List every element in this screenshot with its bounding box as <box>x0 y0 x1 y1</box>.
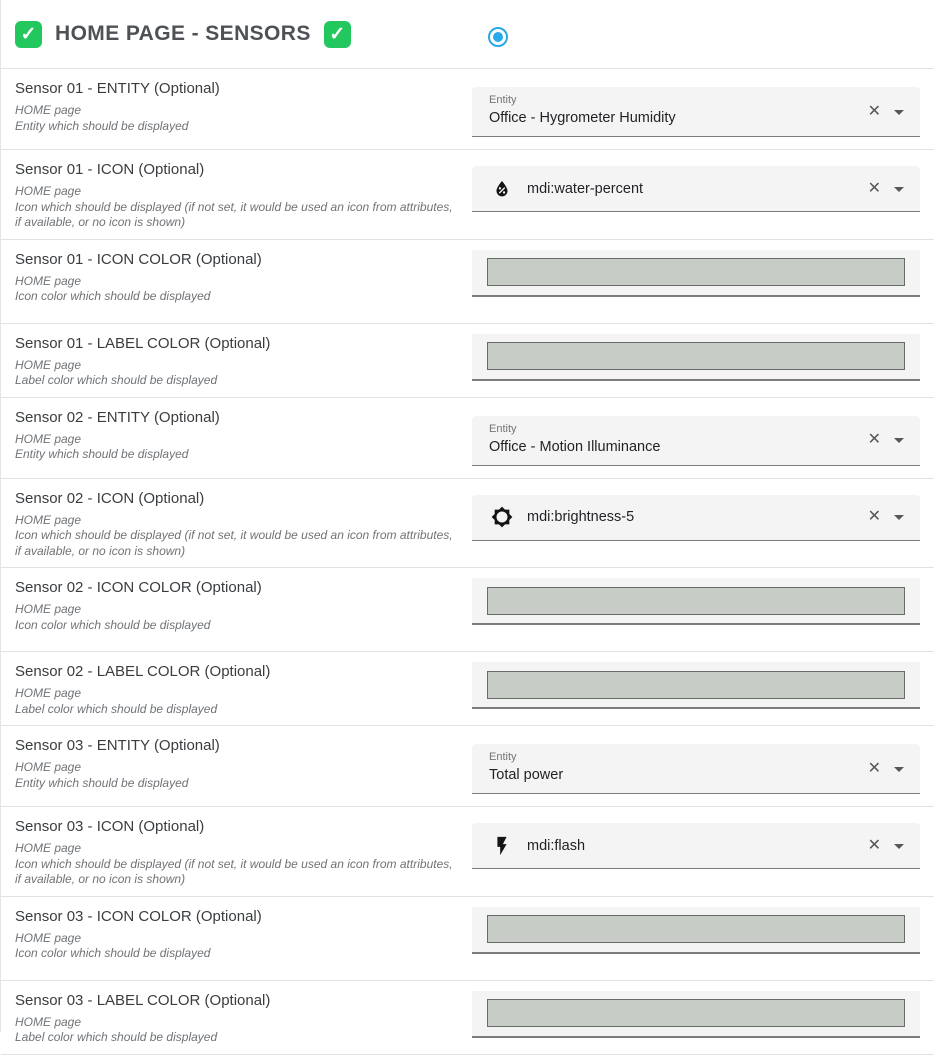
settings-row-sensor02-entity <box>1 398 934 479</box>
row-field <box>472 479 934 568</box>
row-page-label: HOME page <box>15 431 82 446</box>
color-field <box>472 250 920 297</box>
clear-icon[interactable]: ✕ <box>867 102 881 120</box>
chevron-down-icon[interactable] <box>894 187 904 192</box>
row-text <box>1 240 472 323</box>
field-value: Office - Hygrometer Humidity <box>489 110 676 126</box>
row-description: Label color which should be displayed <box>15 373 218 387</box>
page-title: HOME PAGE - SENSORS <box>55 22 311 45</box>
chevron-down-icon[interactable] <box>894 438 904 443</box>
row-title: Sensor 01 - ICON COLOR (Optional) <box>15 250 262 268</box>
row-page-label: HOME page <box>15 184 82 198</box>
entity-select[interactable] <box>472 744 920 794</box>
check-icon: ✓ <box>15 21 42 48</box>
row-page-label: HOME page <box>15 602 82 616</box>
row-page-label: HOME page <box>15 103 82 117</box>
row-title: Sensor 01 - ICON (Optional) <box>15 161 205 178</box>
field-value: Total power <box>489 767 564 783</box>
row-title: Sensor 01 - ENTITY (Optional) <box>15 80 220 97</box>
row-field <box>472 568 934 651</box>
row-text <box>1 652 472 725</box>
row-description: Label color which should be displayed <box>15 701 218 716</box>
settings-row-sensor03-icon-color <box>1 897 934 981</box>
color-swatch-input[interactable] <box>487 258 905 286</box>
row-text <box>1 807 472 896</box>
entity-select[interactable] <box>472 416 920 466</box>
section-header <box>1 0 934 69</box>
color-swatch-input[interactable] <box>487 915 905 943</box>
row-field <box>472 398 934 478</box>
row-description: Icon which should be displayed (if not set, it would be used an icon from attributes, if available, or no icon is shown) <box>15 528 453 558</box>
color-swatch-input[interactable] <box>487 671 905 699</box>
row-field <box>472 150 934 239</box>
settings-row-sensor03-entity <box>1 726 934 807</box>
brightness-5-icon <box>491 506 513 528</box>
check-icon: ✓ <box>324 21 351 48</box>
row-field <box>472 652 934 725</box>
row-text <box>1 981 472 1054</box>
row-text <box>1 726 472 806</box>
color-field <box>472 907 920 954</box>
row-text <box>1 324 472 397</box>
chevron-down-icon[interactable] <box>894 767 904 772</box>
settings-row-sensor02-label-color <box>1 652 934 726</box>
field-value: mdi:brightness-5 <box>527 509 635 525</box>
row-description: Icon color which should be displayed <box>15 617 211 632</box>
row-text <box>1 568 472 651</box>
color-swatch-input[interactable] <box>487 342 905 370</box>
color-swatch-input[interactable] <box>487 587 905 615</box>
radio-dot <box>493 32 503 42</box>
settings-row-sensor03-icon <box>1 807 934 897</box>
icon-select[interactable] <box>472 166 920 212</box>
row-page-label: HOME page <box>15 841 82 855</box>
row-description: Icon color which should be displayed <box>15 289 211 303</box>
field-value: Office - Motion Illuminance <box>489 438 661 455</box>
row-field <box>472 240 934 323</box>
field-label: Entity <box>489 422 517 435</box>
row-page-label: HOME page <box>15 760 82 774</box>
entity-select[interactable] <box>472 87 920 137</box>
row-text <box>1 479 472 568</box>
clear-icon[interactable]: ✕ <box>867 836 881 854</box>
color-field <box>472 334 920 381</box>
settings-row-sensor02-icon-color <box>1 568 934 652</box>
row-title: Sensor 03 - ENTITY (Optional) <box>15 737 220 754</box>
color-swatch-input[interactable] <box>487 999 905 1027</box>
color-field <box>472 662 920 709</box>
chevron-down-icon[interactable] <box>894 844 904 849</box>
clear-icon[interactable]: ✕ <box>867 759 881 777</box>
clear-icon[interactable]: ✕ <box>867 508 881 525</box>
settings-row-sensor01-label-color <box>1 324 934 398</box>
row-description: Icon which should be displayed (if not set, it would be used an icon from attributes, if available, or no icon is shown) <box>15 199 453 229</box>
row-description: Icon which should be displayed (if not set, it would be used an icon from attributes, if available, or no icon is shown) <box>15 856 453 886</box>
row-field <box>472 324 934 397</box>
row-description: Entity which should be displayed <box>15 447 189 461</box>
row-title: Sensor 02 - ENTITY (Optional) <box>15 408 220 426</box>
row-title: Sensor 03 - ICON (Optional) <box>15 818 205 835</box>
row-description: Entity which should be displayed <box>15 775 189 790</box>
clear-icon[interactable]: ✕ <box>867 431 881 448</box>
row-title: Sensor 03 - ICON COLOR (Optional) <box>15 907 262 925</box>
settings-row-sensor03-label-color <box>1 981 934 1055</box>
row-text <box>1 897 472 980</box>
row-description: Entity which should be displayed <box>15 118 189 133</box>
row-description: Label color which should be displayed <box>15 1030 218 1044</box>
row-title: Sensor 02 - ICON (Optional) <box>15 489 205 507</box>
row-page-label: HOME page <box>15 1014 82 1029</box>
row-title: Sensor 02 - ICON COLOR (Optional) <box>15 579 262 596</box>
clear-icon[interactable]: ✕ <box>867 179 881 197</box>
row-title: Sensor 01 - LABEL COLOR (Optional) <box>15 334 271 352</box>
field-label: Entity <box>489 751 517 763</box>
icon-select[interactable] <box>472 495 920 541</box>
settings-row-sensor01-icon-color <box>1 240 934 324</box>
icon-select[interactable] <box>472 823 920 869</box>
settings-row-sensor01-icon <box>1 150 934 240</box>
row-text <box>1 398 472 478</box>
field-value: mdi:flash <box>527 837 586 854</box>
row-field <box>472 726 934 806</box>
row-text <box>1 150 472 239</box>
row-page-label: HOME page <box>15 686 82 700</box>
row-field <box>472 897 934 980</box>
flash-icon <box>491 835 513 857</box>
row-page-label: HOME page <box>15 930 82 945</box>
row-title: Sensor 03 - LABEL COLOR (Optional) <box>15 991 271 1009</box>
color-field <box>472 578 920 625</box>
row-field <box>472 807 934 896</box>
field-value: mdi:water-percent <box>527 180 644 197</box>
chevron-down-icon[interactable] <box>894 110 904 115</box>
row-field <box>472 981 934 1054</box>
color-field <box>472 991 920 1038</box>
row-field <box>472 69 934 149</box>
settings-row-sensor01-entity <box>1 69 934 150</box>
settings-row-sensor02-icon <box>1 479 934 569</box>
field-label: Entity <box>489 94 517 106</box>
row-page-label: HOME page <box>15 273 82 288</box>
row-text <box>1 69 472 149</box>
row-title: Sensor 02 - LABEL COLOR (Optional) <box>15 663 271 680</box>
water-percent-icon <box>491 178 513 200</box>
radio-button-icon[interactable] <box>488 27 508 47</box>
chevron-down-icon[interactable] <box>894 515 904 520</box>
row-page-label: HOME page <box>15 512 82 527</box>
row-description: Icon color which should be displayed <box>15 946 211 960</box>
row-page-label: HOME page <box>15 357 82 372</box>
